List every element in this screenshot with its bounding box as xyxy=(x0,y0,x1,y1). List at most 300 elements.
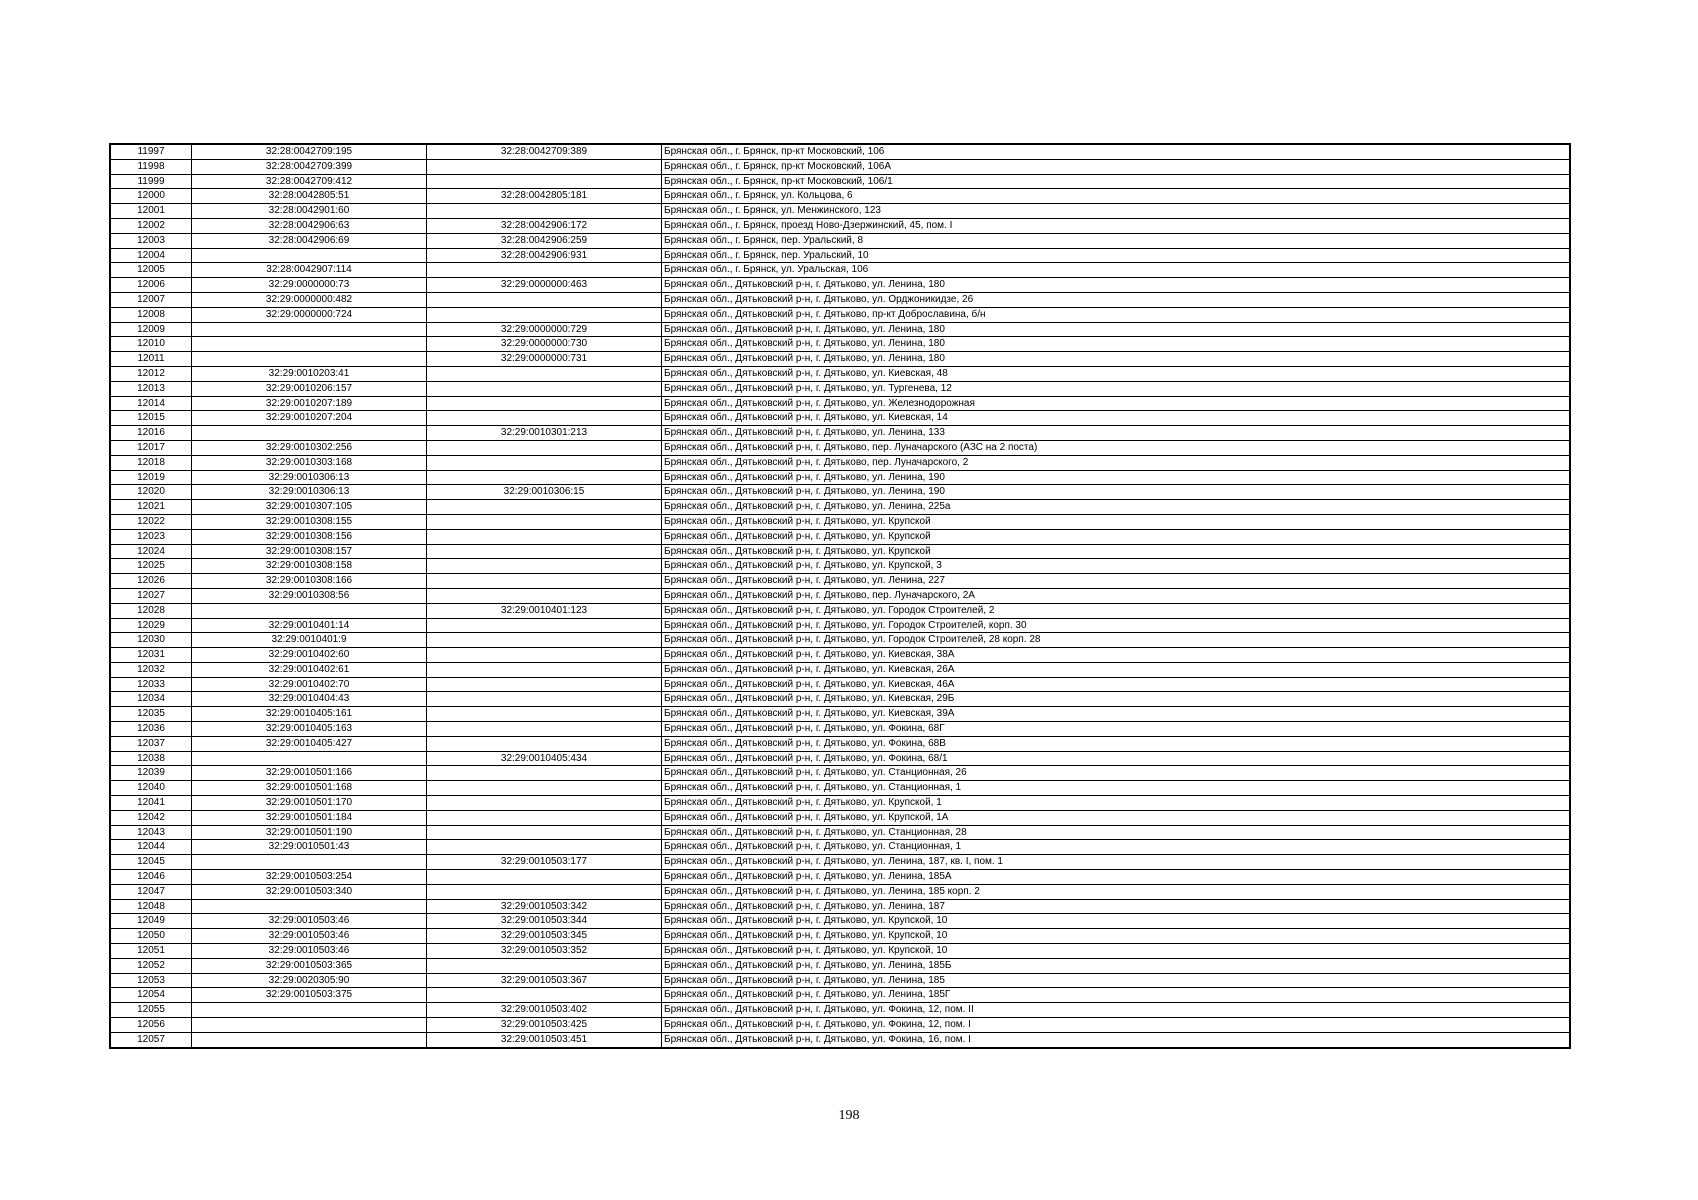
building-number-cell: 32:29:0010503:451 xyxy=(427,1032,662,1047)
row-number-cell: 12054 xyxy=(110,988,192,1003)
building-number-cell xyxy=(427,988,662,1003)
address-cell: Брянская обл., Дятьковский р-н, г. Дятьково, ул. Ленина, 187 xyxy=(662,899,1571,914)
cadastral-number-cell xyxy=(192,899,427,914)
cadastral-number-cell xyxy=(192,352,427,367)
building-number-cell xyxy=(427,292,662,307)
cadastral-number-cell: 32:29:0000000:73 xyxy=(192,278,427,293)
cadastral-number-cell: 32:28:0042906:63 xyxy=(192,218,427,233)
row-number-cell: 12025 xyxy=(110,559,192,574)
table-row xyxy=(110,810,1570,825)
row-number-cell: 12009 xyxy=(110,322,192,337)
row-number-cell: 12041 xyxy=(110,796,192,811)
table-row xyxy=(110,189,1570,204)
table-row xyxy=(110,292,1570,307)
table-row xyxy=(110,870,1570,885)
row-number-cell: 12048 xyxy=(110,899,192,914)
building-number-cell: 32:29:0010405:434 xyxy=(427,751,662,766)
address-cell: Брянская обл., Дятьковский р-н, г. Дятьково, ул. Киевская, 14 xyxy=(662,411,1571,426)
cadastral-number-cell: 32:29:0010501:43 xyxy=(192,840,427,855)
row-number-cell: 12046 xyxy=(110,870,192,885)
table-row xyxy=(110,766,1570,781)
cadastral-number-cell: 32:28:0042901:60 xyxy=(192,204,427,219)
address-cell: Брянская обл., Дятьковский р-н, г. Дятьково, ул. Станционная, 1 xyxy=(662,781,1571,796)
registry-table-body xyxy=(110,144,1570,1048)
address-cell: Брянская обл., Дятьковский р-н, г. Дятьково, пер. Луначарского, 2 xyxy=(662,455,1571,470)
row-number-cell: 12010 xyxy=(110,337,192,352)
row-number-cell: 12029 xyxy=(110,618,192,633)
table-row xyxy=(110,796,1570,811)
cadastral-number-cell: 32:29:0010405:163 xyxy=(192,722,427,737)
address-cell: Брянская обл., г. Брянск, ул. Кольцова, 6 xyxy=(662,189,1571,204)
building-number-cell xyxy=(427,677,662,692)
table-row xyxy=(110,574,1570,589)
table-row xyxy=(110,381,1570,396)
cadastral-number-cell xyxy=(192,1003,427,1018)
address-cell: Брянская обл., Дятьковский р-н, г. Дятьково, ул. Крупской, 10 xyxy=(662,929,1571,944)
row-number-cell: 12045 xyxy=(110,855,192,870)
address-cell: Брянская обл., Дятьковский р-н, г. Дятьково, ул. Ленина, 187, кв. I, пом. 1 xyxy=(662,855,1571,870)
address-cell: Брянская обл., Дятьковский р-н, г. Дятьково, ул. Ленина, 225а xyxy=(662,500,1571,515)
cadastral-number-cell: 32:29:0010207:189 xyxy=(192,396,427,411)
building-number-cell xyxy=(427,707,662,722)
cadastral-number-cell: 32:28:0042907:114 xyxy=(192,263,427,278)
cadastral-number-cell: 32:29:0010503:375 xyxy=(192,988,427,1003)
cadastral-number-cell: 32:29:0010306:13 xyxy=(192,485,427,500)
cadastral-number-cell: 32:29:0010402:60 xyxy=(192,648,427,663)
row-number-cell: 11999 xyxy=(110,174,192,189)
cadastral-number-cell: 32:29:0010308:166 xyxy=(192,574,427,589)
building-number-cell xyxy=(427,500,662,515)
cadastral-number-cell: 32:29:0010503:365 xyxy=(192,958,427,973)
cadastral-number-cell xyxy=(192,337,427,352)
cadastral-number-cell: 32:29:0010405:427 xyxy=(192,736,427,751)
table-row xyxy=(110,588,1570,603)
address-cell: Брянская обл., Дятьковский р-н, г. Дятьково, ул. Киевская, 38А xyxy=(662,648,1571,663)
address-cell: Брянская обл., Дятьковский р-н, г. Дятьково, ул. Городок Строителей, корп. 30 xyxy=(662,618,1571,633)
table-row xyxy=(110,662,1570,677)
row-number-cell: 12022 xyxy=(110,514,192,529)
cadastral-number-cell: 32:29:0010308:157 xyxy=(192,544,427,559)
table-row xyxy=(110,396,1570,411)
table-row xyxy=(110,633,1570,648)
address-cell: Брянская обл., Дятьковский р-н, г. Дятьково, ул. Фокина, 12, пом. II xyxy=(662,1003,1571,1018)
table-row xyxy=(110,899,1570,914)
address-cell: Брянская обл., Дятьковский р-н, г. Дятьково, ул. Железнодорожная xyxy=(662,396,1571,411)
row-number-cell: 12017 xyxy=(110,440,192,455)
building-number-cell: 32:28:0042709:389 xyxy=(427,144,662,159)
building-number-cell: 32:29:0010301:213 xyxy=(427,426,662,441)
row-number-cell: 12024 xyxy=(110,544,192,559)
table-row xyxy=(110,204,1570,219)
cadastral-number-cell: 32:28:0042906:69 xyxy=(192,233,427,248)
building-number-cell xyxy=(427,440,662,455)
table-row xyxy=(110,352,1570,367)
address-cell: Брянская обл., Дятьковский р-н, г. Дятьково, ул. Станционная, 1 xyxy=(662,840,1571,855)
row-number-cell: 12020 xyxy=(110,485,192,500)
table-row xyxy=(110,825,1570,840)
cadastral-number-cell: 32:29:0010401:14 xyxy=(192,618,427,633)
address-cell: Брянская обл., Дятьковский р-н, г. Дятьково, ул. Киевская, 48 xyxy=(662,366,1571,381)
table-row xyxy=(110,929,1570,944)
building-number-cell xyxy=(427,381,662,396)
cadastral-number-cell: 32:28:0042709:399 xyxy=(192,159,427,174)
address-cell: Брянская обл., Дятьковский р-н, г. Дятьково, ул. Городок Строителей, 2 xyxy=(662,603,1571,618)
table-row xyxy=(110,840,1570,855)
address-cell: Брянская обл., г. Брянск, пр-кт Московский, 106 xyxy=(662,144,1571,159)
address-cell: Брянская обл., Дятьковский р-н, г. Дятьково, ул. Тургенева, 12 xyxy=(662,381,1571,396)
cadastral-number-cell: 32:29:0010402:70 xyxy=(192,677,427,692)
building-number-cell xyxy=(427,544,662,559)
cadastral-number-cell: 32:29:0010503:254 xyxy=(192,870,427,885)
building-number-cell xyxy=(427,559,662,574)
cadastral-number-cell: 32:29:0010308:156 xyxy=(192,529,427,544)
address-cell: Брянская обл., Дятьковский р-н, г. Дятьково, ул. Крупской, 1А xyxy=(662,810,1571,825)
cadastral-number-cell xyxy=(192,603,427,618)
address-cell: Брянская обл., Дятьковский р-н, г. Дятьково, ул. Фокина, 68В xyxy=(662,736,1571,751)
cadastral-number-cell: 32:29:0010308:158 xyxy=(192,559,427,574)
row-number-cell: 12007 xyxy=(110,292,192,307)
cadastral-number-cell: 32:29:0010402:61 xyxy=(192,662,427,677)
row-number-cell: 12014 xyxy=(110,396,192,411)
row-number-cell: 12047 xyxy=(110,884,192,899)
cadastral-number-cell: 32:29:0010302:256 xyxy=(192,440,427,455)
row-number-cell: 12056 xyxy=(110,1018,192,1033)
table-row xyxy=(110,529,1570,544)
address-cell: Брянская обл., г. Брянск, пер. Уральский, 8 xyxy=(662,233,1571,248)
row-number-cell: 12021 xyxy=(110,500,192,515)
building-number-cell: 32:28:0042906:172 xyxy=(427,218,662,233)
building-number-cell: 32:29:0000000:731 xyxy=(427,352,662,367)
table-row xyxy=(110,426,1570,441)
cadastral-number-cell xyxy=(192,855,427,870)
table-row xyxy=(110,159,1570,174)
address-cell: Брянская обл., Дятьковский р-н, г. Дятьково, ул. Ленина, 227 xyxy=(662,574,1571,589)
building-number-cell xyxy=(427,648,662,663)
row-number-cell: 12028 xyxy=(110,603,192,618)
row-number-cell: 12043 xyxy=(110,825,192,840)
cadastral-number-cell: 32:29:0010404:43 xyxy=(192,692,427,707)
building-number-cell: 32:29:0010401:123 xyxy=(427,603,662,618)
address-cell: Брянская обл., Дятьковский р-н, г. Дятьково, ул. Крупской, 10 xyxy=(662,914,1571,929)
cadastral-number-cell: 32:29:0010207:204 xyxy=(192,411,427,426)
building-number-cell xyxy=(427,958,662,973)
building-number-cell xyxy=(427,588,662,603)
building-number-cell xyxy=(427,455,662,470)
building-number-cell xyxy=(427,514,662,529)
row-number-cell: 12031 xyxy=(110,648,192,663)
building-number-cell xyxy=(427,633,662,648)
address-cell: Брянская обл., Дятьковский р-н, г. Дятьково, ул. Ленина, 185Г xyxy=(662,988,1571,1003)
building-number-cell: 32:29:0000000:463 xyxy=(427,278,662,293)
address-cell: Брянская обл., Дятьковский р-н, г. Дятьково, ул. Ленина, 180 xyxy=(662,322,1571,337)
cadastral-number-cell xyxy=(192,1032,427,1047)
cadastral-number-cell: 32:29:0010501:168 xyxy=(192,781,427,796)
cadastral-number-cell xyxy=(192,248,427,263)
row-number-cell: 12004 xyxy=(110,248,192,263)
cadastral-number-cell: 32:29:0010306:13 xyxy=(192,470,427,485)
table-row xyxy=(110,1032,1570,1047)
address-cell: Брянская обл., Дятьковский р-н, г. Дятьково, ул. Ленина, 185 xyxy=(662,973,1571,988)
building-number-cell: 32:28:0042805:181 xyxy=(427,189,662,204)
cadastral-number-cell: 32:29:0010308:56 xyxy=(192,588,427,603)
table-row xyxy=(110,514,1570,529)
table-row xyxy=(110,411,1570,426)
cadastral-number-cell: 32:29:0000000:724 xyxy=(192,307,427,322)
table-row xyxy=(110,648,1570,663)
table-row xyxy=(110,144,1570,159)
row-number-cell: 12036 xyxy=(110,722,192,737)
cadastral-number-cell: 32:29:0010501:190 xyxy=(192,825,427,840)
cadastral-number-cell: 32:29:0010501:184 xyxy=(192,810,427,825)
row-number-cell: 12026 xyxy=(110,574,192,589)
table-row xyxy=(110,973,1570,988)
building-number-cell xyxy=(427,692,662,707)
address-cell: Брянская обл., Дятьковский р-н, г. Дятьково, ул. Ленина, 180 xyxy=(662,352,1571,367)
row-number-cell: 12016 xyxy=(110,426,192,441)
address-cell: Брянская обл., Дятьковский р-н, г. Дятьково, ул. Станционная, 28 xyxy=(662,825,1571,840)
cadastral-number-cell: 32:28:0042709:412 xyxy=(192,174,427,189)
building-number-cell xyxy=(427,618,662,633)
building-number-cell xyxy=(427,574,662,589)
address-cell: Брянская обл., Дятьковский р-н, г. Дятьково, ул. Крупской xyxy=(662,529,1571,544)
table-row xyxy=(110,618,1570,633)
building-number-cell xyxy=(427,396,662,411)
row-number-cell: 12037 xyxy=(110,736,192,751)
cadastral-number-cell: 32:29:0010401:9 xyxy=(192,633,427,648)
table-row xyxy=(110,440,1570,455)
cadastral-number-cell: 32:28:0042709:195 xyxy=(192,144,427,159)
cadastral-number-cell xyxy=(192,426,427,441)
building-number-cell xyxy=(427,884,662,899)
address-cell: Брянская обл., Дятьковский р-н, г. Дятьково, ул. Киевская, 39А xyxy=(662,707,1571,722)
table-row xyxy=(110,914,1570,929)
table-row xyxy=(110,307,1570,322)
address-cell: Брянская обл., Дятьковский р-н, г. Дятьково, ул. Ленина, 190 xyxy=(662,485,1571,500)
cadastral-number-cell: 32:29:0010503:46 xyxy=(192,914,427,929)
table-row xyxy=(110,751,1570,766)
table-row xyxy=(110,1003,1570,1018)
table-row xyxy=(110,722,1570,737)
building-number-cell xyxy=(427,736,662,751)
building-number-cell: 32:29:0010503:425 xyxy=(427,1018,662,1033)
building-number-cell: 32:29:0000000:729 xyxy=(427,322,662,337)
table-row xyxy=(110,781,1570,796)
address-cell: Брянская обл., Дятьковский р-н, г. Дятьково, ул. Фокина, 68/1 xyxy=(662,751,1571,766)
address-cell: Брянская обл., Дятьковский р-н, г. Дятьково, пер. Луначарского, 2А xyxy=(662,588,1571,603)
table-row xyxy=(110,485,1570,500)
cadastral-number-cell: 32:29:0010308:155 xyxy=(192,514,427,529)
building-number-cell: 32:29:0010503:342 xyxy=(427,899,662,914)
building-number-cell: 32:29:0010503:367 xyxy=(427,973,662,988)
row-number-cell: 12001 xyxy=(110,204,192,219)
row-number-cell: 12013 xyxy=(110,381,192,396)
building-number-cell xyxy=(427,870,662,885)
table-row xyxy=(110,736,1570,751)
cadastral-number-cell xyxy=(192,1018,427,1033)
address-cell: Брянская обл., Дятьковский р-н, г. Дятьково, ул. Крупской, 10 xyxy=(662,944,1571,959)
table-row xyxy=(110,603,1570,618)
building-number-cell xyxy=(427,796,662,811)
address-cell: Брянская обл., Дятьковский р-н, г. Дятьково, ул. Киевская, 26А xyxy=(662,662,1571,677)
address-cell: Брянская обл., Дятьковский р-н, г. Дятьково, ул. Фокина, 12, пом. I xyxy=(662,1018,1571,1033)
cadastral-number-cell xyxy=(192,751,427,766)
address-cell: Брянская обл., Дятьковский р-н, г. Дятьково, ул. Ленина, 133 xyxy=(662,426,1571,441)
building-number-cell: 32:29:0010503:352 xyxy=(427,944,662,959)
table-row xyxy=(110,677,1570,692)
building-number-cell: 32:29:0010503:344 xyxy=(427,914,662,929)
building-number-cell xyxy=(427,781,662,796)
row-number-cell: 12053 xyxy=(110,973,192,988)
building-number-cell: 32:28:0042906:259 xyxy=(427,233,662,248)
row-number-cell: 12012 xyxy=(110,366,192,381)
building-number-cell: 32:29:0010503:402 xyxy=(427,1003,662,1018)
table-row xyxy=(110,707,1570,722)
row-number-cell: 11997 xyxy=(110,144,192,159)
row-number-cell: 12035 xyxy=(110,707,192,722)
cadastral-number-cell: 32:29:0010307:105 xyxy=(192,500,427,515)
table-row xyxy=(110,233,1570,248)
building-number-cell xyxy=(427,411,662,426)
address-cell: Брянская обл., Дятьковский р-н, г. Дятьково, ул. Киевская, 46А xyxy=(662,677,1571,692)
cadastral-number-cell: 32:29:0000000:482 xyxy=(192,292,427,307)
table-row xyxy=(110,455,1570,470)
address-cell: Брянская обл., г. Брянск, пер. Уральский, 10 xyxy=(662,248,1571,263)
table-row xyxy=(110,559,1570,574)
address-cell: Брянская обл., Дятьковский р-н, г. Дятьково, ул. Фокина, 16, пом. I xyxy=(662,1032,1571,1047)
cadastral-number-cell: 32:29:0010503:46 xyxy=(192,944,427,959)
cadastral-number-cell: 32:29:0010503:46 xyxy=(192,929,427,944)
building-number-cell: 32:28:0042906:931 xyxy=(427,248,662,263)
row-number-cell: 12011 xyxy=(110,352,192,367)
address-cell: Брянская обл., Дятьковский р-н, г. Дятьково, ул. Ленина, 185 корп. 2 xyxy=(662,884,1571,899)
building-number-cell xyxy=(427,263,662,278)
cadastral-number-cell: 32:29:0010501:166 xyxy=(192,766,427,781)
table-row xyxy=(110,366,1570,381)
row-number-cell: 12049 xyxy=(110,914,192,929)
table-row xyxy=(110,263,1570,278)
building-number-cell xyxy=(427,204,662,219)
row-number-cell: 12050 xyxy=(110,929,192,944)
address-cell: Брянская обл., Дятьковский р-н, г. Дятьково, ул. Ленина, 190 xyxy=(662,470,1571,485)
table-row xyxy=(110,988,1570,1003)
address-cell: Брянская обл., Дятьковский р-н, г. Дятьково, ул. Ленина, 185Б xyxy=(662,958,1571,973)
row-number-cell: 12038 xyxy=(110,751,192,766)
page-number: 198 xyxy=(838,1108,860,1123)
property-registry-table xyxy=(109,143,1571,1049)
cadastral-number-cell: 32:29:0010501:170 xyxy=(192,796,427,811)
table-row xyxy=(110,218,1570,233)
table-row xyxy=(110,692,1570,707)
building-number-cell xyxy=(427,825,662,840)
address-cell: Брянская обл., г. Брянск, проезд Ново-Дзержинский, 45, пом. I xyxy=(662,218,1571,233)
row-number-cell: 12051 xyxy=(110,944,192,959)
building-number-cell xyxy=(427,307,662,322)
address-cell: Брянская обл., Дятьковский р-н, г. Дятьково, ул. Ленина, 180 xyxy=(662,337,1571,352)
row-number-cell: 12044 xyxy=(110,840,192,855)
table-row xyxy=(110,855,1570,870)
address-cell: Брянская обл., г. Брянск, ул. Менжинского, 123 xyxy=(662,204,1571,219)
row-number-cell: 12018 xyxy=(110,455,192,470)
row-number-cell: 12032 xyxy=(110,662,192,677)
row-number-cell: 12027 xyxy=(110,588,192,603)
building-number-cell: 32:29:0010306:15 xyxy=(427,485,662,500)
cadastral-number-cell xyxy=(192,322,427,337)
building-number-cell xyxy=(427,529,662,544)
row-number-cell: 12055 xyxy=(110,1003,192,1018)
address-cell: Брянская обл., Дятьковский р-н, г. Дятьково, ул. Крупской, 1 xyxy=(662,796,1571,811)
address-cell: Брянская обл., Дятьковский р-н, г. Дятьково, ул. Орджоникидзе, 26 xyxy=(662,292,1571,307)
address-cell: Брянская обл., Дятьковский р-н, г. Дятьково, ул. Крупской xyxy=(662,514,1571,529)
cadastral-number-cell: 32:28:0042805:51 xyxy=(192,189,427,204)
building-number-cell xyxy=(427,470,662,485)
address-cell: Брянская обл., Дятьковский р-н, г. Дятьково, ул. Фокина, 68Г xyxy=(662,722,1571,737)
cadastral-number-cell: 32:29:0010203:41 xyxy=(192,366,427,381)
row-number-cell: 12052 xyxy=(110,958,192,973)
address-cell: Брянская обл., г. Брянск, ул. Уральская, 106 xyxy=(662,263,1571,278)
building-number-cell xyxy=(427,810,662,825)
row-number-cell: 12039 xyxy=(110,766,192,781)
address-cell: Брянская обл., г. Брянск, пр-кт Московский, 106/1 xyxy=(662,174,1571,189)
address-cell: Брянская обл., Дятьковский р-н, г. Дятьково, пер. Луначарского (АЗС на 2 поста) xyxy=(662,440,1571,455)
table-row xyxy=(110,337,1570,352)
table-row xyxy=(110,1018,1570,1033)
building-number-cell xyxy=(427,159,662,174)
address-cell: Брянская обл., Дятьковский р-н, г. Дятьково, пр-кт Доброславина, б/н xyxy=(662,307,1571,322)
row-number-cell: 12040 xyxy=(110,781,192,796)
row-number-cell: 12019 xyxy=(110,470,192,485)
row-number-cell: 11998 xyxy=(110,159,192,174)
address-cell: Брянская обл., г. Брянск, пр-кт Московский, 106А xyxy=(662,159,1571,174)
building-number-cell: 32:29:0010503:177 xyxy=(427,855,662,870)
cadastral-number-cell: 32:29:0010503:340 xyxy=(192,884,427,899)
cadastral-number-cell: 32:29:0010206:157 xyxy=(192,381,427,396)
row-number-cell: 12000 xyxy=(110,189,192,204)
building-number-cell xyxy=(427,766,662,781)
table-row xyxy=(110,278,1570,293)
table-row xyxy=(110,958,1570,973)
row-number-cell: 12030 xyxy=(110,633,192,648)
building-number-cell xyxy=(427,174,662,189)
table-row xyxy=(110,544,1570,559)
row-number-cell: 12008 xyxy=(110,307,192,322)
row-number-cell: 12023 xyxy=(110,529,192,544)
address-cell: Брянская обл., Дятьковский р-н, г. Дятьково, ул. Ленина, 185А xyxy=(662,870,1571,885)
table-row xyxy=(110,944,1570,959)
building-number-cell: 32:29:0010503:345 xyxy=(427,929,662,944)
address-cell: Брянская обл., Дятьковский р-н, г. Дятьково, ул. Ленина, 180 xyxy=(662,278,1571,293)
address-cell: Брянская обл., Дятьковский р-н, г. Дятьково, ул. Крупской xyxy=(662,544,1571,559)
table-row xyxy=(110,248,1570,263)
row-number-cell: 12005 xyxy=(110,263,192,278)
row-number-cell: 12034 xyxy=(110,692,192,707)
table-row xyxy=(110,174,1570,189)
row-number-cell: 12033 xyxy=(110,677,192,692)
building-number-cell xyxy=(427,366,662,381)
row-number-cell: 12006 xyxy=(110,278,192,293)
table-row xyxy=(110,500,1570,515)
row-number-cell: 12042 xyxy=(110,810,192,825)
table-row xyxy=(110,884,1570,899)
address-cell: Брянская обл., Дятьковский р-н, г. Дятьково, ул. Крупской, 3 xyxy=(662,559,1571,574)
building-number-cell xyxy=(427,662,662,677)
cadastral-number-cell: 32:29:0020305:90 xyxy=(192,973,427,988)
row-number-cell: 12002 xyxy=(110,218,192,233)
address-cell: Брянская обл., Дятьковский р-н, г. Дятьково, ул. Станционная, 26 xyxy=(662,766,1571,781)
address-cell: Брянская обл., Дятьковский р-н, г. Дятьково, ул. Киевская, 29Б xyxy=(662,692,1571,707)
table-row xyxy=(110,470,1570,485)
building-number-cell xyxy=(427,722,662,737)
cadastral-number-cell: 32:29:0010303:168 xyxy=(192,455,427,470)
